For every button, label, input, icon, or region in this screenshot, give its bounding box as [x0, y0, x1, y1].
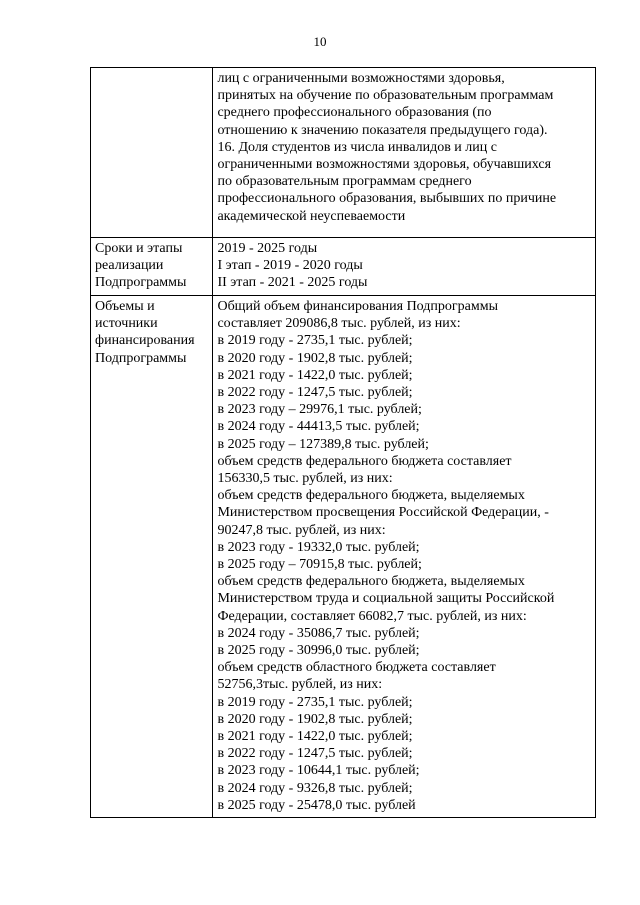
- text-line: в 2025 году – 127389,8 тыс. рублей;: [217, 436, 429, 452]
- row-content-cell: [213, 68, 596, 238]
- text-line: 90247,8 тыс. рублей, из них:: [217, 522, 386, 538]
- table-row: [91, 68, 596, 238]
- text-line: среднего профессионального образования (по: [217, 105, 492, 121]
- text-line: объем средств областного бюджета составляет: [217, 660, 496, 676]
- text-line: академической неуспеваемости: [217, 208, 406, 224]
- text-line: в 2022 году - 1247,5 тыс. рублей;: [217, 385, 413, 401]
- text-line: Подпрограммы: [95, 350, 187, 366]
- table-row: [91, 296, 596, 818]
- text-line: в 2020 году - 1902,8 тыс. рублей;: [217, 711, 413, 727]
- text-line: в 2024 году - 9326,8 тыс. рублей;: [217, 780, 413, 796]
- text-line: источники: [95, 316, 158, 332]
- text-line: Подпрограммы: [95, 275, 187, 291]
- text-line: Федерации, составляет 66082,7 тыс. рублей, из них:: [217, 608, 527, 624]
- passport-table: [90, 67, 596, 818]
- text-line: объем средств федерального бюджета, выделяемых: [217, 488, 525, 504]
- text-line: в 2024 году - 44413,5 тыс. рублей;: [217, 419, 420, 435]
- row-label-cell: [91, 296, 213, 818]
- text-line: профессионального образования, выбывших по причине: [217, 191, 557, 207]
- text-line: Сроки и этапы: [95, 241, 183, 256]
- text-line: составляет 209086,8 тыс. рублей, из них:: [217, 316, 461, 332]
- text-line: 16. Доля студентов из числа инвалидов и лиц с: [217, 139, 497, 155]
- page-number: 10: [313, 34, 327, 49]
- text-line: Министерством просвещения Российской Федерации, -: [217, 505, 549, 521]
- text-line: в 2025 году - 30996,0 тыс. рублей;: [217, 643, 420, 659]
- text-line: в 2019 году - 2735,1 тыс. рублей;: [217, 694, 413, 710]
- text-line: Общий объем финансирования Подпрограммы: [217, 299, 498, 314]
- text-line: в 2023 году - 19332,0 тыс. рублей;: [217, 539, 420, 555]
- text-line: финансирования: [95, 333, 195, 349]
- text-line: 52756,3тыс. рублей, из них:: [217, 677, 383, 693]
- text-line: II этап - 2021 - 2025 годы: [217, 275, 368, 291]
- text-line: в 2023 году – 29976,1 тыс. рублей;: [217, 402, 422, 418]
- row-content-cell: [213, 296, 596, 818]
- text-line: лиц с ограниченными возможностями здоровья,: [217, 71, 505, 86]
- text-line: в 2025 году – 70915,8 тыс. рублей;: [217, 557, 422, 573]
- text-line: Объемы и: [95, 299, 155, 314]
- text-line: ограниченными возможностями здоровья, обучавшихся: [217, 157, 552, 173]
- text-line: в 2025 году - 25478,0 тыс. рублей: [217, 797, 416, 813]
- text-line: 156330,5 тыс. рублей, из них:: [217, 471, 393, 487]
- text-line: I этап - 2019 - 2020 годы: [217, 258, 363, 274]
- text-line: реализации: [95, 258, 164, 274]
- text-line: в 2021 году - 1422,0 тыс. рублей;: [217, 367, 413, 383]
- text-line: отношению к значению показателя предыдущего года).: [217, 122, 548, 138]
- table-row: [91, 238, 596, 296]
- text-line: по образовательным программам среднего: [217, 174, 472, 190]
- row-label-cell: [91, 68, 213, 238]
- text-line: в 2022 году - 1247,5 тыс. рублей;: [217, 746, 413, 762]
- text-line: объем средств федерального бюджета, выделяемых: [217, 574, 525, 590]
- text-line: в 2020 году - 1902,8 тыс. рублей;: [217, 350, 413, 366]
- text-line: принятых на обучение по образовательным программам: [217, 88, 554, 104]
- text-line: в 2021 году - 1422,0 тыс. рублей;: [217, 729, 413, 745]
- text-line: 2019 - 2025 годы: [217, 241, 318, 256]
- row-label-cell: [91, 238, 213, 296]
- row-content-cell: [213, 238, 596, 296]
- text-line: в 2024 году - 35086,7 тыс. рублей;: [217, 625, 420, 641]
- text-line: в 2023 году - 10644,1 тыс. рублей;: [217, 763, 420, 779]
- text-line: объем средств федерального бюджета составляет: [217, 453, 512, 469]
- text-line: в 2019 году - 2735,1 тыс. рублей;: [217, 333, 413, 349]
- text-line: Министерством труда и социальной защиты Российской: [217, 591, 555, 607]
